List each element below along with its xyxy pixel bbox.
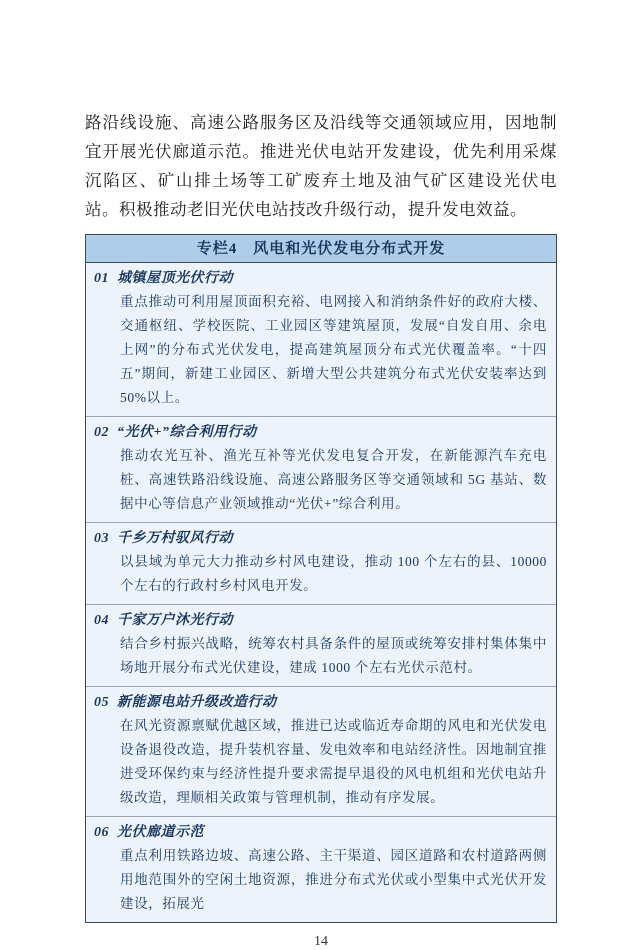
action-item-number: 04 xyxy=(94,613,109,628)
column-box-4 xyxy=(85,234,557,923)
action-item-04 xyxy=(86,605,556,687)
page-number: 14 xyxy=(314,934,328,949)
action-item-body: 以县域为单元大力推动乡村风电建设，推动 100 个左右的县、10000 个左右的行政村乡村风电开发。 xyxy=(120,554,547,593)
action-item-heading: 千乡万村驭风行动 xyxy=(117,531,233,546)
action-item-body: 结合乡村振兴战略，统筹农村具备条件的屋顶或统筹安排村集体集中场地开展分布式光伏建设，建成 1000 个左右光伏示范村。 xyxy=(120,636,547,675)
action-item-title xyxy=(94,821,547,844)
action-item-body: 重点推动可利用屋顶面积充裕、电网接入和消纳条件好的政府大楼、交通枢纽、学校医院、工业园区等建筑屋顶，发展“自发自用、余电上网”的分布式光伏发电，提高建筑屋顶分布式光伏覆盖率。“十四五”期间，新建工业园区、新增大型公共建筑分布式光伏安装率达到 50%以上。 xyxy=(120,294,547,405)
action-item-body: 推动农光互补、渔光互补等光伏发电复合开发，在新能源汽车充电桩、高速铁路沿线设施、高速公路服务区等交通领域和 5G 基站、数据中心等信息产业领域推动“光伏+”综合利用。 xyxy=(120,448,547,511)
action-item-heading: 新能源电站升级改造行动 xyxy=(117,695,277,710)
action-item-number: 05 xyxy=(94,695,109,710)
action-item-heading: “光伏+”综合利用行动 xyxy=(117,425,257,440)
action-item-title xyxy=(94,527,547,550)
action-item-number: 03 xyxy=(94,531,109,546)
action-item-heading: 光伏廊道示范 xyxy=(117,825,204,840)
action-item-number: 02 xyxy=(94,425,109,440)
action-item-title xyxy=(94,267,547,290)
action-item-title xyxy=(94,691,547,714)
action-item-06 xyxy=(86,817,556,922)
action-item-number: 01 xyxy=(94,271,109,286)
action-item-03 xyxy=(86,523,556,605)
column-box-title: 专栏4 风电和光伏发电分布式开发 xyxy=(86,235,556,263)
action-item-title xyxy=(94,609,547,632)
action-item-body: 重点利用铁路边坡、高速公路、主干渠道、园区道路和农村道路两侧用地范围外的空闲土地资源，推进分布式光伏或小型集中式光伏开发建设，拓展光 xyxy=(120,848,547,911)
action-item-02 xyxy=(86,417,556,523)
action-item-number: 06 xyxy=(94,825,109,840)
intro-paragraph: 路沿线设施、高速公路服务区及沿线等交通领域应用，因地制宜开展光伏廊道示范。推进光伏电站开发建设，优先利用采煤沉陷区、矿山排土场等工矿废弃土地及油气矿区建设光伏电站。积极推动老旧光伏电站技改升级行动，提升发电效益。 xyxy=(85,113,557,219)
action-item-body: 在风光资源禀赋优越区域，推进已达或临近寿命期的风电和光伏发电设备退役改造，提升装机容量、发电效率和电站经济性。因地制宜推进受环保约束与经济性提升要求需提早退役的风电机组和光伏电站升级改造，理顺相关政策与管理机制，推动有序发展。 xyxy=(120,718,547,805)
action-item-heading: 城镇屋顶光伏行动 xyxy=(117,271,233,286)
action-item-05 xyxy=(86,687,556,817)
action-item-heading: 千家万户沐光行动 xyxy=(117,613,233,628)
action-item-title xyxy=(94,421,547,444)
action-item-01 xyxy=(86,263,556,417)
